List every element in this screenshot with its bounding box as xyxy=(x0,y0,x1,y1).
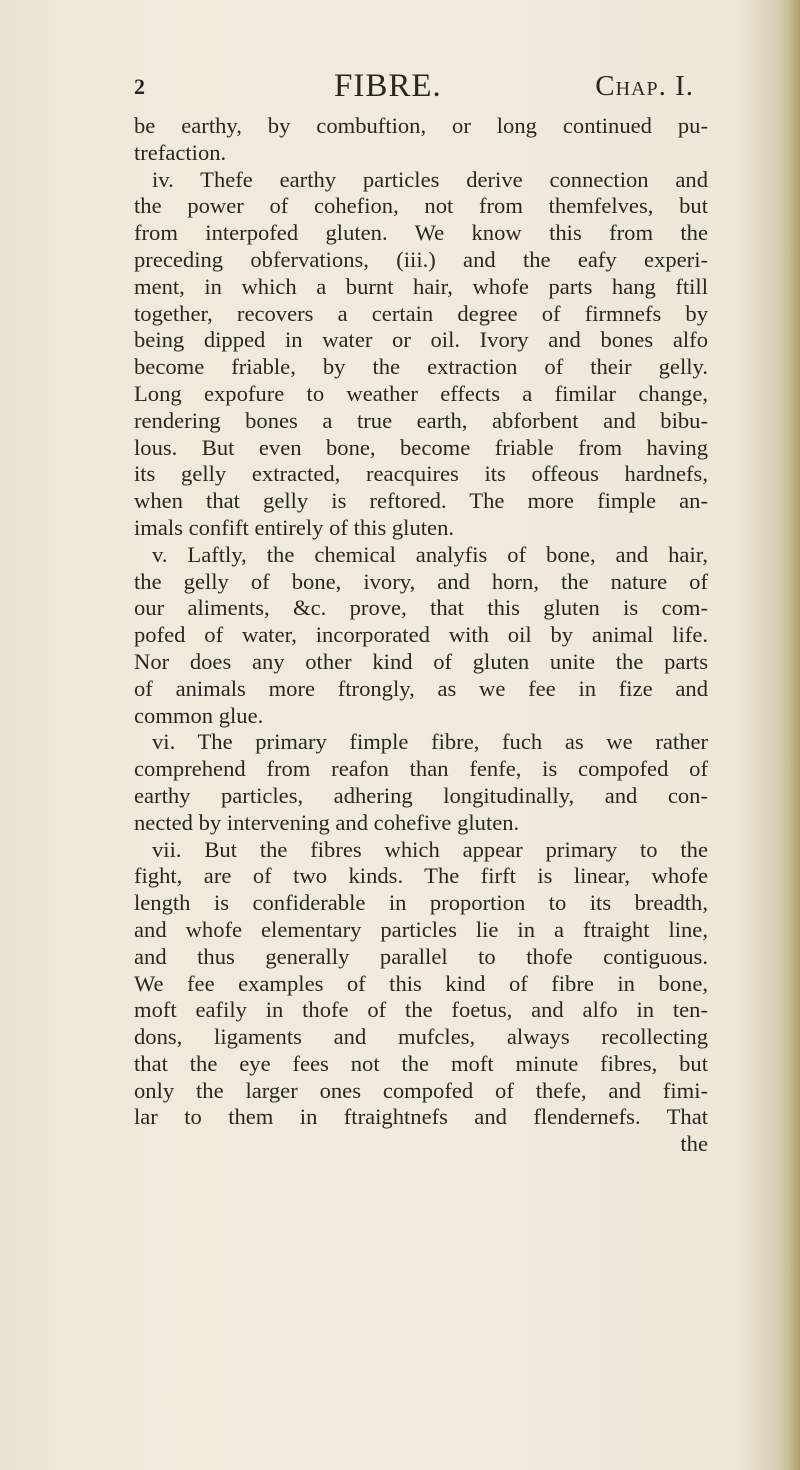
text-line: and whofe elementary particles lie in a ftraight line, xyxy=(134,916,708,942)
text-line: dons, ligaments and mufcles, always recollecting xyxy=(134,1024,708,1050)
text-line: lar to them in ftraightnefs and flendernefs. That xyxy=(134,1104,708,1130)
page-header xyxy=(134,68,694,108)
running-title: FIBRE. xyxy=(334,68,442,104)
text-line: moft eafily in thofe of the foetus, and alfo in ten- xyxy=(134,997,708,1023)
text-line: that the eye fees not the moft minute fibres, but xyxy=(134,1050,708,1076)
text-line: of animals more ftrongly, as we fee in fize and xyxy=(134,675,708,701)
text-line: length is confiderable in proportion to its breadth, xyxy=(134,890,708,916)
text-line: our aliments, &c. prove, that this gluten is com- xyxy=(134,595,708,621)
text-line: ment, in which a burnt hair, whofe parts hang ftill xyxy=(134,273,708,299)
text-line: only the larger ones compofed of thefe, and fimi- xyxy=(134,1077,708,1103)
text-line: imals confift entirely of this gluten. xyxy=(134,514,455,540)
body-text xyxy=(134,113,708,1158)
text-line: nected by intervening and cohefive gluten. xyxy=(134,809,520,835)
text-line: the xyxy=(680,1131,708,1157)
text-line: its gelly extracted, reacquires its offeous hardnefs, xyxy=(134,461,708,487)
text-line: from interpofed gluten. We know this from the xyxy=(134,220,708,246)
text-line: comprehend from reafon than fenfe, is compofed of xyxy=(134,756,708,782)
text-line: Nor does any other kind of gluten unite the parts xyxy=(134,648,708,674)
text-line: being dipped in water or oil. Ivory and bones alfo xyxy=(134,327,708,353)
text-line: be earthy, by combuftion, or long continued pu- xyxy=(134,113,708,138)
text-line: pofed of water, incorporated with oil by animal life. xyxy=(134,622,708,648)
page-number: 2 xyxy=(134,74,145,99)
text-line: become friable, by the extraction of their gelly. xyxy=(134,354,708,380)
text-line: when that gelly is reftored. The more fimple an- xyxy=(134,488,708,514)
text-line: common glue. xyxy=(134,702,264,728)
text-line: and thus generally parallel to thofe contiguous. xyxy=(134,943,708,969)
text-line: the gelly of bone, ivory, and horn, the nature of xyxy=(134,568,708,594)
text-line: iv. Thefe earthy particles derive connection and xyxy=(152,166,708,192)
text-line: together, recovers a certain degree of firmnefs by xyxy=(134,300,708,326)
text-line: earthy particles, adhering longitudinally, and con- xyxy=(134,782,708,808)
text-line: vi. The primary fimple fibre, fuch as we rather xyxy=(152,729,708,755)
text-line: fight, are of two kinds. The firft is linear, whofe xyxy=(134,863,708,889)
text-line: lous. But even bone, become friable from having xyxy=(134,434,708,460)
text-line: vii. But the fibres which appear primary to the xyxy=(152,836,708,862)
text-line: rendering bones a true earth, abforbent and bibu- xyxy=(134,407,708,433)
text-line: Long expofure to weather effects a fimilar change, xyxy=(134,380,708,406)
chapter-label: Chap. I. xyxy=(595,70,694,102)
text-line: preceding obfervations, (iii.) and the eafy experi- xyxy=(134,246,708,272)
text-line: trefaction. xyxy=(134,139,227,165)
text-line: the power of cohefion, not from themfelves, but xyxy=(134,193,708,219)
page-edge-shadow xyxy=(778,0,800,1470)
text-line: We fee examples of this kind of fibre in bone, xyxy=(134,970,708,996)
text-line: v. Laftly, the chemical analyfis of bone, and hair, xyxy=(152,541,708,567)
